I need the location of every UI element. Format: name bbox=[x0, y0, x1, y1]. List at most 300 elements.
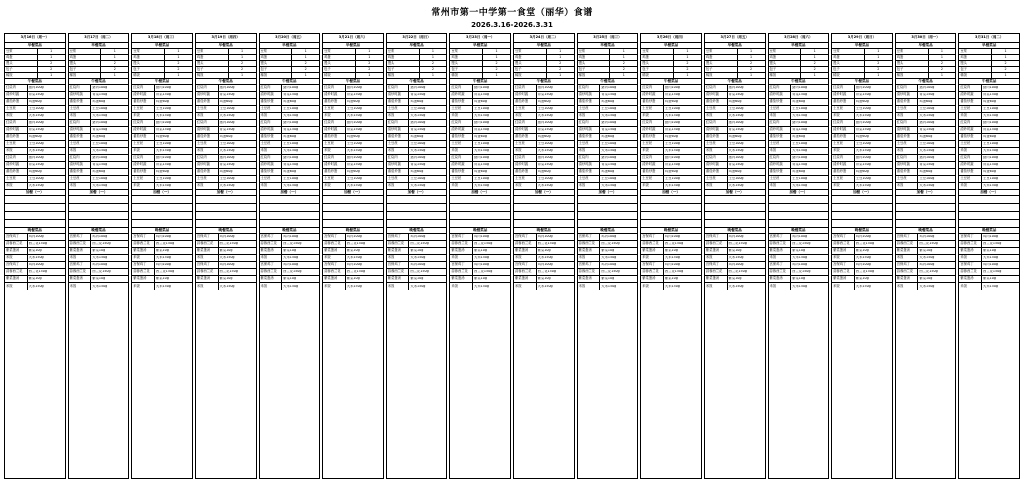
lunch-section-label: 午餐菜品 bbox=[705, 79, 765, 85]
dish-detail: 大米150g bbox=[92, 114, 108, 118]
dish-name: 包子 bbox=[896, 67, 929, 72]
page-title: 常州市第一中学第一食堂（丽华）食谱 bbox=[431, 8, 593, 18]
lunch-item bbox=[578, 134, 638, 141]
snack-row bbox=[578, 212, 638, 220]
dish-detail: 大米150g bbox=[474, 184, 490, 188]
dinner-item bbox=[5, 241, 65, 248]
dish-detail: 大米150g bbox=[983, 284, 999, 288]
dish-name: 米饭 bbox=[387, 148, 410, 154]
dish-detail: 鸡肉100g bbox=[855, 263, 871, 267]
lunch-item bbox=[896, 141, 956, 148]
dish-detail: 鸡蛋60g bbox=[283, 170, 297, 174]
snack-section-label: 加餐（一） bbox=[959, 190, 1019, 196]
lunch-item bbox=[832, 169, 892, 176]
dish-name: 米饭 bbox=[450, 113, 473, 119]
dinner-item bbox=[769, 283, 829, 290]
dish-detail: 猪肉100g bbox=[983, 121, 999, 125]
dish-name: 米饭 bbox=[705, 255, 728, 261]
dish-detail: 1 bbox=[241, 73, 244, 77]
dish-detail: 西兰花150g bbox=[983, 242, 1002, 246]
dish-name: 米饭 bbox=[896, 113, 919, 119]
dish-detail: 土豆100g bbox=[474, 177, 490, 181]
dish-name: 宫保鸡丁 bbox=[769, 234, 792, 240]
lunch-item bbox=[5, 183, 65, 190]
dish-detail: 鸡肉100g bbox=[410, 235, 426, 239]
dish-detail: 青菜150g bbox=[601, 163, 617, 167]
dish-name: 稀饭 bbox=[450, 73, 483, 78]
day-header: 3月30日（周一） bbox=[896, 34, 956, 43]
dish-detail: 大米150g bbox=[346, 114, 362, 118]
dinner-item bbox=[132, 255, 192, 262]
lunch-item bbox=[5, 120, 65, 127]
dish-detail: 青菜150g bbox=[92, 128, 108, 132]
snack-row bbox=[832, 204, 892, 212]
lunch-item bbox=[705, 169, 765, 176]
dinner-item bbox=[705, 234, 765, 241]
dish-name: 清炒时蔬 bbox=[641, 162, 664, 168]
dish-detail: 西兰花150g bbox=[537, 270, 556, 274]
dinner-item bbox=[387, 241, 447, 248]
dish-detail: 2 bbox=[431, 67, 434, 71]
dish-name: 鸡蛋 bbox=[578, 55, 611, 60]
dish-detail: 鸡蛋60g bbox=[792, 170, 806, 174]
dish-detail: 鸡肉100g bbox=[664, 263, 680, 267]
dish-detail: 大米150g bbox=[855, 184, 871, 188]
dish-name: 蒜蓉西兰花 bbox=[132, 269, 155, 275]
dish-name: 米饭 bbox=[705, 148, 728, 154]
dish-name: 稀饭 bbox=[832, 73, 865, 78]
dish-name: 清炒时蔬 bbox=[514, 162, 537, 168]
dish-detail: 青菜150g bbox=[919, 93, 935, 97]
dish-detail: 土豆100g bbox=[219, 142, 235, 146]
dish-detail: 1 bbox=[177, 49, 180, 53]
dish-name: 米饭 bbox=[578, 148, 601, 154]
lunch-item bbox=[959, 134, 1019, 141]
snack-row bbox=[705, 196, 765, 204]
dish-detail: 1 bbox=[686, 49, 689, 53]
dish-name: 紫菜蛋汤 bbox=[769, 248, 792, 254]
snack-section-label: 加餐（一） bbox=[69, 190, 129, 196]
snack-section-label: 加餐（一） bbox=[132, 190, 192, 196]
dish-name: 番茄炒蛋 bbox=[832, 134, 855, 140]
snack-row bbox=[514, 220, 574, 228]
dish-name: 宫保鸡丁 bbox=[641, 234, 664, 240]
dish-name: 清炒时蔬 bbox=[5, 162, 28, 168]
dish-name: 米饭 bbox=[323, 148, 346, 154]
dish-name: 宫保鸡丁 bbox=[323, 262, 346, 268]
snack-row bbox=[323, 196, 383, 204]
lunch-item bbox=[832, 148, 892, 155]
dish-name: 土豆丝 bbox=[705, 141, 728, 147]
dinner-item bbox=[641, 269, 701, 276]
dinner-item bbox=[196, 255, 256, 262]
dish-name: 米饭 bbox=[69, 283, 92, 290]
snack-section-label: 加餐（一） bbox=[705, 190, 765, 196]
dish-detail: 土豆100g bbox=[155, 142, 171, 146]
dish-detail: 鸡蛋60g bbox=[474, 100, 487, 104]
lunch-item bbox=[705, 134, 765, 141]
dish-detail: 土豆100g bbox=[983, 107, 999, 111]
dinner-item bbox=[450, 283, 510, 290]
lunch-item bbox=[769, 155, 829, 162]
dish-detail: 鸡肉100g bbox=[346, 263, 362, 267]
dish-name: 米饭 bbox=[959, 255, 982, 261]
dish-name: 宫保鸡丁 bbox=[578, 234, 601, 240]
dish-detail: 1 bbox=[50, 49, 53, 53]
lunch-section-label: 午餐菜品 bbox=[132, 79, 192, 85]
dish-name: 包子 bbox=[450, 67, 483, 72]
lunch-item bbox=[832, 120, 892, 127]
dish-detail: 鸡蛋60g bbox=[537, 135, 551, 139]
dish-name: 番茄炒蛋 bbox=[260, 99, 283, 105]
dish-name: 土豆丝 bbox=[641, 141, 664, 147]
dish-detail: 紫菜10g bbox=[283, 277, 297, 281]
lunch-section-label: 午餐菜品 bbox=[5, 79, 65, 85]
lunch-item bbox=[896, 169, 956, 176]
lunch-item bbox=[769, 148, 829, 155]
dish-name: 紫菜蛋汤 bbox=[641, 248, 664, 254]
dish-name: 宫保鸡丁 bbox=[705, 234, 728, 240]
lunch-item bbox=[769, 176, 829, 183]
dish-name: 红烧肉 bbox=[260, 155, 283, 161]
dish-name: 米饭 bbox=[132, 148, 155, 154]
dish-name: 鸡蛋 bbox=[132, 55, 165, 60]
dish-detail: 1 bbox=[940, 55, 943, 59]
dish-detail: 1 bbox=[177, 73, 180, 77]
dish-detail: 猪肉100g bbox=[601, 86, 617, 90]
day-column bbox=[704, 33, 766, 479]
dish-detail: 鸡蛋60g bbox=[410, 170, 424, 174]
dinner-item bbox=[260, 234, 320, 241]
dinner-item bbox=[514, 283, 574, 290]
lunch-item bbox=[387, 120, 447, 127]
dish-detail: 青菜150g bbox=[983, 128, 999, 132]
dish-detail: 1 bbox=[368, 73, 371, 77]
dish-name: 蒜蓉西兰花 bbox=[5, 241, 28, 247]
dish-detail: 1 bbox=[495, 55, 498, 59]
dish-detail: 青菜150g bbox=[728, 128, 744, 132]
lunch-item bbox=[959, 127, 1019, 134]
snack-section-label: 加餐（一） bbox=[450, 190, 510, 196]
dish-name: 米饭 bbox=[832, 283, 855, 290]
dish-detail: 鸡肉100g bbox=[283, 235, 299, 239]
dish-detail: 1 bbox=[559, 49, 562, 53]
dish-detail: 大米150g bbox=[792, 149, 808, 153]
dish-name: 米饭 bbox=[69, 183, 92, 189]
dinner-item bbox=[260, 248, 320, 255]
dish-name: 米饭 bbox=[260, 255, 283, 261]
dish-detail: 西兰花150g bbox=[474, 270, 493, 274]
dish-detail: 鸡蛋60g bbox=[664, 135, 678, 139]
lunch-item bbox=[450, 99, 510, 106]
dinner-item bbox=[450, 234, 510, 241]
dinner-item bbox=[769, 248, 829, 255]
dish-detail: 大米150g bbox=[537, 256, 553, 260]
breakfast-section-label: 早餐菜品 bbox=[641, 43, 701, 49]
dish-name: 紫菜蛋汤 bbox=[323, 248, 346, 254]
dish-detail: 鸡蛋60g bbox=[219, 100, 233, 104]
dish-detail: 土豆100g bbox=[92, 142, 108, 146]
dinner-item bbox=[387, 262, 447, 269]
dish-detail: 青菜150g bbox=[983, 93, 999, 97]
dinner-section-label: 晚餐菜品 bbox=[769, 228, 829, 234]
dinner-item bbox=[5, 262, 65, 269]
lunch-item bbox=[196, 92, 256, 99]
dish-name: 米饭 bbox=[196, 283, 219, 290]
dish-name: 宫保鸡丁 bbox=[896, 234, 919, 240]
dish-detail: 土豆100g bbox=[792, 107, 808, 111]
lunch-section-label: 午餐菜品 bbox=[450, 79, 510, 85]
snack-row bbox=[832, 212, 892, 220]
lunch-item bbox=[578, 106, 638, 113]
lunch-item bbox=[196, 120, 256, 127]
dish-name: 豆浆 bbox=[5, 49, 38, 54]
dish-detail: 西兰花150g bbox=[537, 242, 556, 246]
lunch-item bbox=[578, 120, 638, 127]
lunch-item bbox=[323, 176, 383, 183]
dish-name: 蒜蓉西兰花 bbox=[450, 241, 473, 247]
dish-name: 红烧肉 bbox=[832, 85, 855, 91]
dish-name: 蒜蓉西兰花 bbox=[705, 269, 728, 275]
dish-detail: 紫菜10g bbox=[92, 277, 106, 281]
dish-detail: 猪肉100g bbox=[537, 156, 553, 160]
dish-name: 蒜蓉西兰花 bbox=[832, 269, 855, 275]
dish-detail: 青菜150g bbox=[919, 128, 935, 132]
dish-name: 紫菜蛋汤 bbox=[832, 248, 855, 254]
dish-detail: 西兰花150g bbox=[410, 270, 429, 274]
dish-name: 豆浆 bbox=[196, 49, 229, 54]
dish-name: 土豆丝 bbox=[387, 176, 410, 182]
lunch-item bbox=[705, 176, 765, 183]
lunch-item bbox=[641, 162, 701, 169]
dish-name: 清炒时蔬 bbox=[769, 127, 792, 133]
dinner-item bbox=[578, 276, 638, 283]
lunch-item bbox=[5, 155, 65, 162]
dish-name: 土豆丝 bbox=[5, 176, 28, 182]
lunch-item bbox=[514, 183, 574, 190]
dinner-item bbox=[514, 241, 574, 248]
dish-name: 米饭 bbox=[578, 283, 601, 290]
dish-name: 清炒时蔬 bbox=[387, 162, 410, 168]
dish-name: 清炒时蔬 bbox=[832, 127, 855, 133]
dinner-item bbox=[387, 269, 447, 276]
dish-name: 紫菜蛋汤 bbox=[5, 276, 28, 282]
dish-detail: 大米150g bbox=[283, 114, 299, 118]
dish-name: 馒头 bbox=[769, 61, 802, 66]
dish-detail: 土豆100g bbox=[664, 177, 680, 181]
dish-detail: 大米150g bbox=[155, 149, 171, 153]
dish-detail: 西兰花150g bbox=[792, 270, 811, 274]
day-column bbox=[768, 33, 830, 479]
dish-detail: 紫菜10g bbox=[28, 277, 42, 281]
lunch-item bbox=[196, 113, 256, 120]
lunch-item bbox=[323, 92, 383, 99]
dish-detail: 鸡肉100g bbox=[601, 235, 617, 239]
lunch-section-label: 午餐菜品 bbox=[69, 79, 129, 85]
lunch-item bbox=[69, 113, 129, 120]
breakfast-section-label: 早餐菜品 bbox=[196, 43, 256, 49]
dinner-item bbox=[5, 248, 65, 255]
dish-detail: 猪肉100g bbox=[219, 121, 235, 125]
date-range: 2026.3.16-2026.3.31 bbox=[471, 21, 553, 29]
dish-detail: 土豆100g bbox=[28, 177, 44, 181]
lunch-item bbox=[959, 92, 1019, 99]
snack-section-label: 加餐（一） bbox=[260, 190, 320, 196]
dinner-item bbox=[832, 276, 892, 283]
lunch-item bbox=[323, 127, 383, 134]
dish-detail: 青菜150g bbox=[219, 163, 235, 167]
lunch-item bbox=[578, 113, 638, 120]
lunch-item bbox=[196, 141, 256, 148]
dish-name: 清炒时蔬 bbox=[959, 162, 982, 168]
dinner-item bbox=[959, 248, 1019, 255]
breakfast-section-label: 早餐菜品 bbox=[514, 43, 574, 49]
dish-detail: 青菜150g bbox=[410, 93, 426, 97]
lunch-item bbox=[387, 127, 447, 134]
snack-row bbox=[132, 212, 192, 220]
dish-detail: 紫菜10g bbox=[983, 277, 996, 281]
dish-detail: 紫菜10g bbox=[410, 249, 424, 253]
dish-detail: 西兰花150g bbox=[346, 242, 366, 246]
dish-detail: 1 bbox=[750, 55, 753, 59]
dish-detail: 青菜150g bbox=[601, 93, 617, 97]
dish-name: 清炒时蔬 bbox=[578, 162, 601, 168]
snack-row bbox=[387, 220, 447, 228]
dish-detail: 鸡肉100g bbox=[792, 263, 808, 267]
dish-name: 清炒时蔬 bbox=[578, 127, 601, 133]
dish-name: 土豆丝 bbox=[450, 141, 473, 147]
dish-detail: 青菜150g bbox=[346, 163, 362, 167]
dish-detail: 土豆100g bbox=[346, 107, 362, 111]
dish-name: 土豆丝 bbox=[769, 106, 792, 112]
dish-detail: 鸡肉100g bbox=[919, 235, 935, 239]
dish-detail: 西兰花150g bbox=[283, 242, 302, 246]
dish-name: 清炒时蔬 bbox=[769, 162, 792, 168]
dinner-item bbox=[132, 269, 192, 276]
dish-name: 紫菜蛋汤 bbox=[5, 248, 28, 254]
dish-name: 番茄炒蛋 bbox=[514, 134, 537, 140]
day-column bbox=[577, 33, 639, 479]
dish-detail: 土豆100g bbox=[855, 107, 871, 111]
dish-name: 清炒时蔬 bbox=[260, 92, 283, 98]
dish-name: 红烧肉 bbox=[132, 85, 155, 91]
dish-detail: 西兰花150g bbox=[664, 242, 684, 246]
dish-name: 米饭 bbox=[896, 255, 919, 261]
dish-detail: 鸡蛋60g bbox=[537, 170, 551, 174]
snack-row bbox=[959, 196, 1019, 204]
dish-name: 红烧肉 bbox=[387, 155, 410, 161]
dish-name: 包子 bbox=[514, 67, 547, 72]
dish-name: 土豆丝 bbox=[69, 176, 92, 182]
lunch-item bbox=[387, 148, 447, 155]
dish-detail: 大米150g bbox=[155, 284, 171, 288]
dinner-item bbox=[387, 234, 447, 241]
dish-detail: 猪肉100g bbox=[155, 121, 171, 125]
snack-row bbox=[260, 220, 320, 228]
dish-detail: 1 bbox=[368, 55, 371, 59]
dinner-item bbox=[959, 241, 1019, 248]
dish-name: 米饭 bbox=[705, 183, 728, 189]
dish-detail: 大米150g bbox=[728, 284, 744, 288]
dish-name: 包子 bbox=[323, 67, 356, 72]
dish-detail: 2 bbox=[495, 61, 498, 65]
snack-row bbox=[132, 196, 192, 204]
dish-name: 豆浆 bbox=[323, 49, 356, 54]
dish-name: 蒜蓉西兰花 bbox=[387, 241, 410, 247]
dish-detail: 2 bbox=[304, 67, 307, 71]
dish-detail: 青菜150g bbox=[728, 93, 744, 97]
dish-detail: 大米150g bbox=[346, 256, 362, 260]
dish-name: 紫菜蛋汤 bbox=[260, 248, 283, 254]
dish-detail: 土豆100g bbox=[346, 177, 362, 181]
dish-name: 紫菜蛋汤 bbox=[387, 248, 410, 254]
dinner-item bbox=[514, 276, 574, 283]
lunch-item bbox=[959, 99, 1019, 106]
dish-name: 土豆丝 bbox=[450, 176, 473, 182]
snack-row bbox=[641, 196, 701, 204]
dish-name: 米饭 bbox=[260, 283, 283, 290]
snack-row bbox=[578, 204, 638, 212]
dish-name: 土豆丝 bbox=[260, 106, 283, 112]
dish-name: 蒜蓉西兰花 bbox=[5, 269, 28, 275]
dinner-item bbox=[769, 241, 829, 248]
lunch-item bbox=[132, 176, 192, 183]
day-column bbox=[131, 33, 193, 479]
lunch-item bbox=[260, 176, 320, 183]
dish-name: 米饭 bbox=[69, 148, 92, 154]
lunch-item bbox=[832, 85, 892, 92]
dish-detail: 鸡蛋60g bbox=[728, 135, 742, 139]
dish-name: 米饭 bbox=[132, 283, 155, 290]
dish-detail: 猪肉100g bbox=[728, 86, 744, 90]
dish-name: 馒头 bbox=[387, 61, 420, 66]
dish-detail: 1 bbox=[940, 49, 943, 53]
dish-name: 番茄炒蛋 bbox=[450, 134, 473, 140]
dish-detail: 1 bbox=[113, 55, 116, 59]
lunch-item bbox=[959, 113, 1019, 120]
dish-name: 米饭 bbox=[132, 183, 155, 189]
lunch-section-label: 午餐菜品 bbox=[769, 79, 829, 85]
snack-section-label: 加餐（一） bbox=[387, 190, 447, 196]
dish-detail: 2 bbox=[368, 61, 371, 65]
dish-name: 红烧肉 bbox=[5, 85, 28, 91]
snack-row bbox=[959, 212, 1019, 220]
dish-name: 清炒时蔬 bbox=[260, 127, 283, 133]
lunch-item bbox=[896, 85, 956, 92]
dish-detail: 大米150g bbox=[283, 149, 299, 153]
dish-name: 清炒时蔬 bbox=[132, 162, 155, 168]
snack-row bbox=[769, 204, 829, 212]
dinner-item bbox=[5, 234, 65, 241]
lunch-item bbox=[132, 169, 192, 176]
dish-detail: 大米150g bbox=[474, 256, 490, 260]
lunch-item bbox=[5, 106, 65, 113]
lunch-item bbox=[260, 155, 320, 162]
dish-name: 清炒时蔬 bbox=[387, 92, 410, 98]
dish-detail: 西兰花150g bbox=[219, 270, 238, 274]
dish-name: 蒜蓉西兰花 bbox=[641, 241, 664, 247]
dish-detail: 青菜150g bbox=[537, 163, 553, 167]
dish-detail: 青菜150g bbox=[283, 128, 299, 132]
dish-name: 米饭 bbox=[387, 113, 410, 119]
lunch-item bbox=[323, 162, 383, 169]
lunch-item bbox=[769, 106, 829, 113]
dish-name: 清炒时蔬 bbox=[260, 162, 283, 168]
dish-name: 番茄炒蛋 bbox=[896, 169, 919, 175]
dish-name: 红烧肉 bbox=[260, 85, 283, 91]
dish-name: 宫保鸡丁 bbox=[514, 262, 537, 268]
dish-detail: 大米150g bbox=[155, 256, 171, 260]
